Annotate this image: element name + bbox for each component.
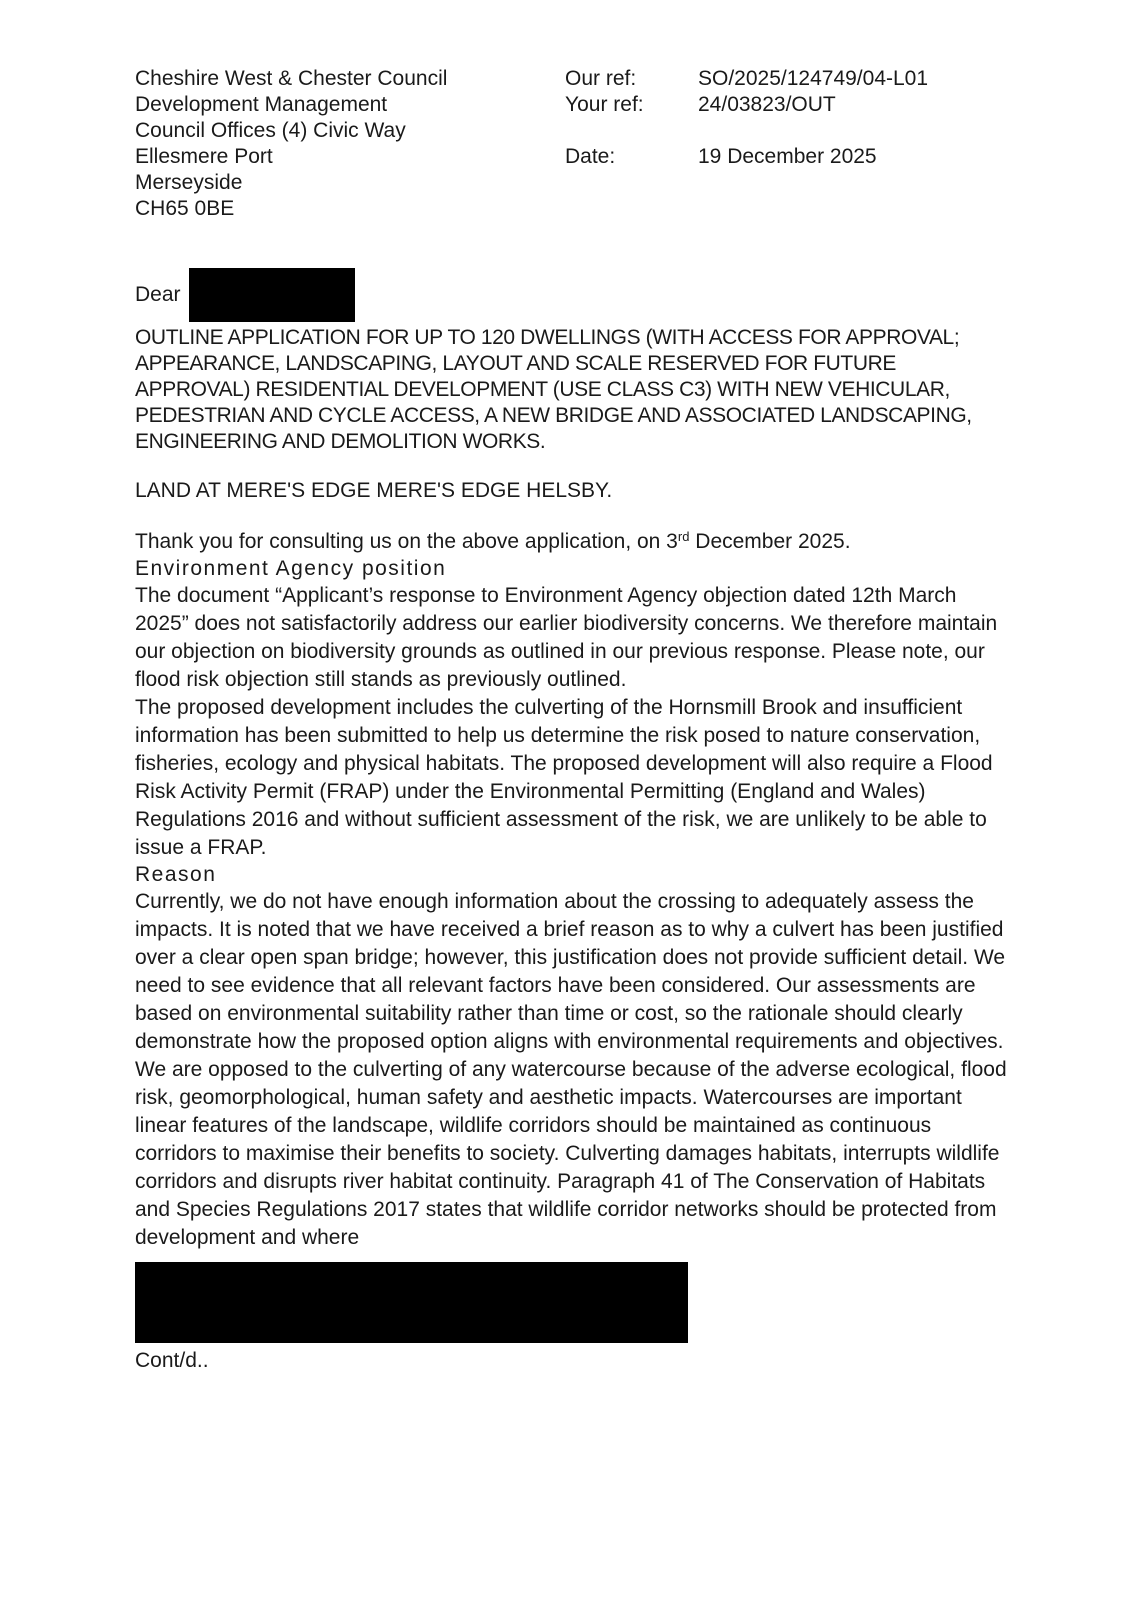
letter-content bbox=[135, 66, 1010, 1374]
consultation-acknowledgement-line bbox=[135, 528, 1010, 556]
intro-text-after: December 2025. bbox=[689, 530, 851, 553]
paragraph-position-2: The proposed development includes the culverting of the Hornsmill Brook and insufficient information has been submitted to help us determine the risk posed to nature conservation, fisheries, ecology and physical habitats. The proposed development will also require a Flood Risk Activity Permit (FRAP) under the Environmental Permitting (England and Wales) Regulations 2016 and without sufficient assessment of the risk, we are unlikely to be able to issue a FRAP. bbox=[135, 696, 993, 859]
date-row bbox=[565, 144, 928, 170]
your-ref-label: Your ref: bbox=[565, 93, 644, 116]
reference-block bbox=[565, 66, 928, 170]
salutation-row bbox=[135, 268, 1010, 322]
section-heading-environment-agency-position: Environment Agency position bbox=[135, 557, 447, 580]
date-label: Date: bbox=[565, 145, 616, 168]
intro-text-before: Thank you for consulting us on the above application, on 3 bbox=[135, 530, 678, 553]
redacted-recipient-name-box bbox=[189, 268, 355, 322]
ref-spacer bbox=[565, 118, 928, 144]
paragraph-reason-2: We are opposed to the culverting of any watercourse because of the adverse ecological, flood risk, geomorphological, human safety and aesthetic impacts. Watercourses are important linear features of the landscape, wildlife corridors should be maintained as continuous corridors to maximise their benefits to society. Culverting damages habitats, interrupts wildlife corridors and disrupts river habitat continuity. Paragraph 41 of The Conservation of Habitats and Species Regulations 2017 states that wildlife corridor networks should be protected from development and where bbox=[135, 1058, 1007, 1249]
section-heading-reason: Reason bbox=[135, 863, 217, 886]
redacted-signature-block bbox=[135, 1262, 688, 1343]
continuation-note: Cont/d.. bbox=[135, 1349, 209, 1372]
address-line: Ellesmere Port bbox=[135, 145, 273, 168]
our-ref-label: Our ref: bbox=[565, 67, 637, 90]
site-address-line: LAND AT MERE'S EDGE MERE'S EDGE HELSBY. bbox=[135, 479, 613, 502]
date-value: 19 December 2025 bbox=[698, 145, 877, 168]
subject-heading: OUTLINE APPLICATION FOR UP TO 120 DWELLINGS (WITH ACCESS FOR APPROVAL; APPEARANCE, LANDSCAPING, LAYOUT AND SCALE RESERVED FOR FUTURE APPROVAL) RESIDENTIAL DEVELOPMENT (USE CLASS C3) WITH NEW VEHICULAR, PEDESTRIAN AND CYCLE ACCESS, A NEW BRIDGE AND ASSOCIATED LANDSCAPING, ENGINEERING AND DEMOLITION WORKS. bbox=[135, 326, 972, 453]
salutation-text: Dear bbox=[135, 283, 181, 306]
date-ordinal-superscript: rd bbox=[677, 529, 690, 544]
address-line: Merseyside bbox=[135, 171, 243, 194]
your-ref-value: 24/03823/OUT bbox=[698, 93, 836, 116]
our-ref-value: SO/2025/124749/04-L01 bbox=[698, 67, 929, 90]
paragraph-position-1: The document “Applicant’s response to Environment Agency objection dated 12th March 2025” does not satisfactorily address our earlier biodiversity concerns. We therefore maintain our objection on biodiversity grounds as outlined in our previous response. Please note, our flood risk objection still stands as previously outlined. bbox=[135, 584, 998, 691]
letterhead bbox=[135, 66, 1010, 222]
address-line: Development Management bbox=[135, 93, 388, 116]
our-ref-row bbox=[565, 66, 928, 92]
address-line: CH65 0BE bbox=[135, 197, 235, 220]
your-ref-row bbox=[565, 92, 928, 118]
paragraph-reason-1: Currently, we do not have enough information about the crossing to adequately assess the impacts. It is noted that we have received a brief reason as to why a culvert has been justified over a clear open span bridge; however, this justification does not provide sufficient detail. We need to see evidence that all relevant factors have been considered. Our assessments are based on environmental suitability rather than time or cost, so the rationale should clearly demonstrate how the proposed option aligns with environmental requirements and objectives. bbox=[135, 890, 1006, 1053]
address-line: Cheshire West & Chester Council bbox=[135, 67, 448, 90]
address-line: Council Offices (4) Civic Way bbox=[135, 119, 406, 142]
